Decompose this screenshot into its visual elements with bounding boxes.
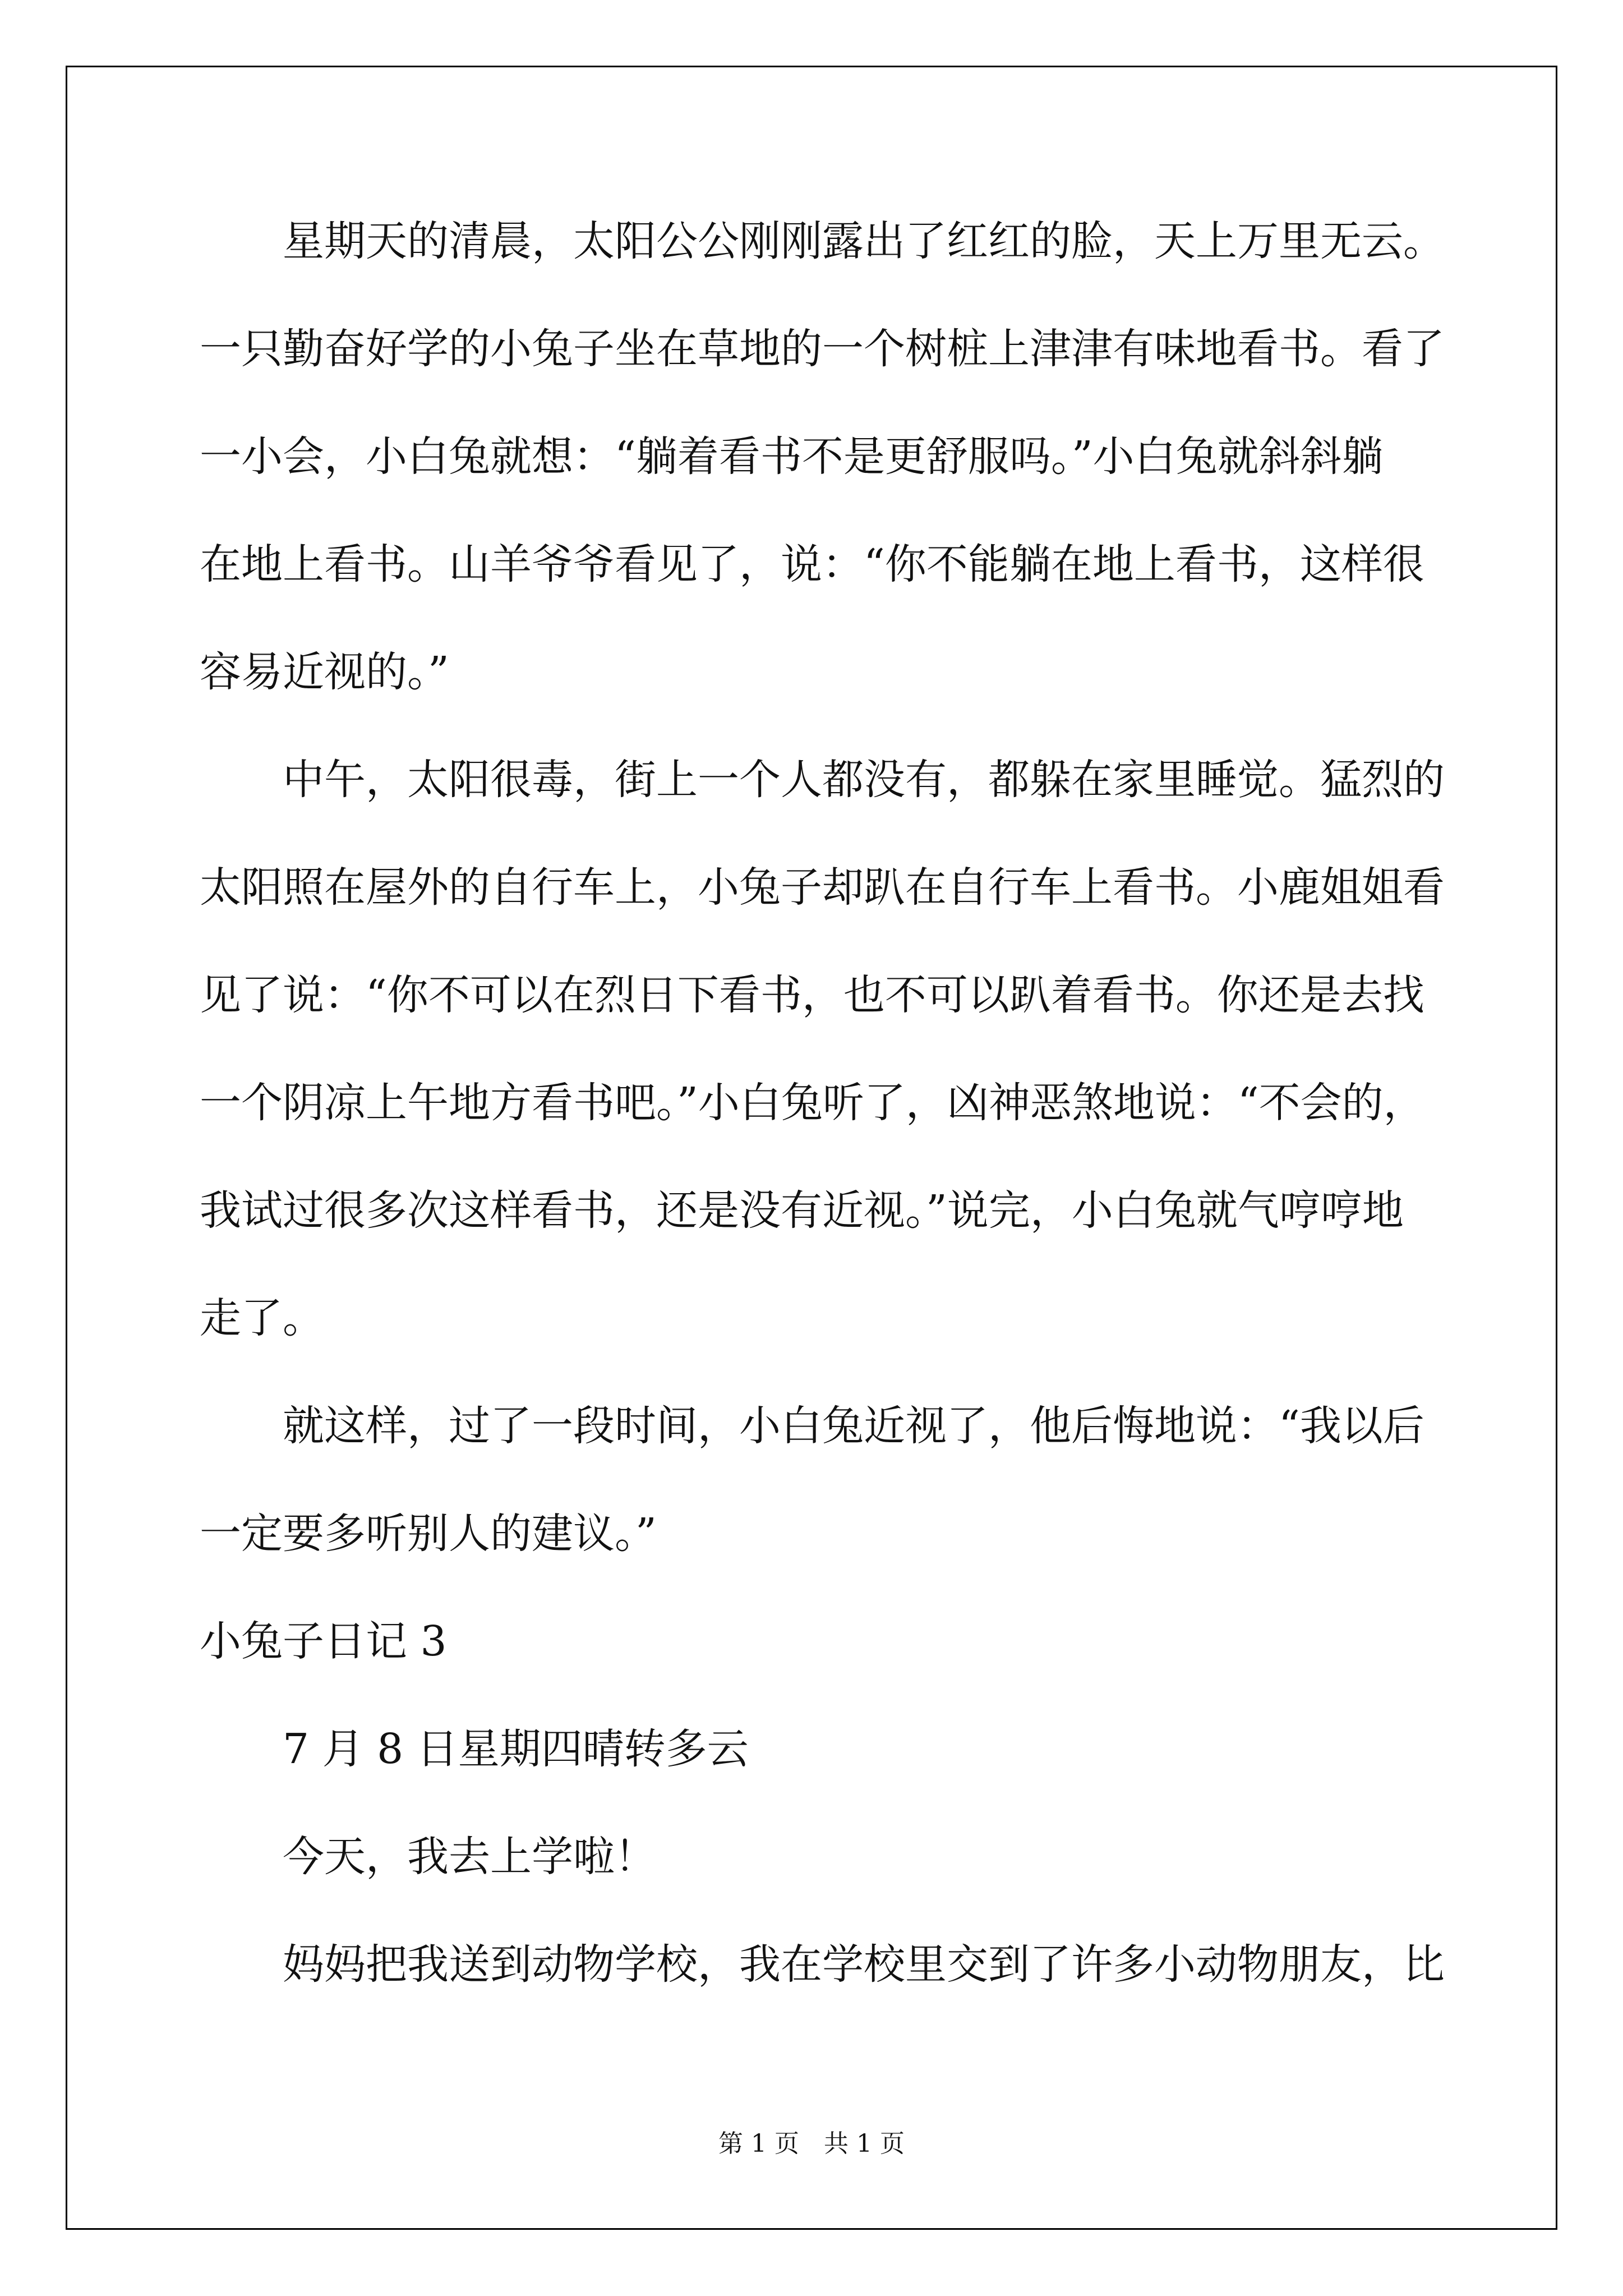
paragraph-line: 今天，我去上学啦！ [283,1833,656,1881]
section-heading: 小兔子日记 3 [200,1617,447,1665]
paragraph-line: 一个阴凉上午地方看书吧。”小白兔听了，凶神恶煞地说：“不会的， [200,1079,1425,1127]
paragraph-line: 一只勤奋好学的小兔子坐在草地的一个树桩上津津有味地看书。看了 [200,325,1445,373]
paragraph-line: 就这样，过了一段时间，小白兔近视了，他后悔地说：“我以后 [283,1402,1424,1450]
page-number: 第 1 页 共 1 页 [718,2129,905,2158]
paragraph-line: 在地上看书。山羊爷爷看见了，说：“你不能躺在地上看书，这样很 [200,540,1424,588]
paragraph-line: 妈妈把我送到动物学校，我在学校里交到了许多小动物朋友，比 [283,1940,1445,1989]
paragraph-line: 我试过很多次这样看书，还是没有近视。”说完，小白兔就气哼哼地 [200,1186,1404,1235]
diary-date: 7 月 8 日星期四晴转多云 [283,1725,749,1773]
paragraph-line: 走了。 [200,1294,324,1342]
paragraph-line: 中午，太阳很毒，街上一个人都没有，都躲在家里睡觉。猛烈的 [283,756,1445,804]
page-frame [66,66,1557,2230]
paragraph-line: 见了说：“你不可以在烈日下看书，也不可以趴着看书。你还是去找 [200,971,1424,1019]
paragraph-line: 一定要多听别人的建议。” [200,1510,657,1558]
paragraph-line: 一小会，小白兔就想：“躺着看书不是更舒服吗。”小白兔就斜斜躺 [200,432,1384,481]
paragraph-line: 太阳照在屋外的自行车上，小兔子却趴在自行车上看书。小鹿姐姐看 [200,863,1445,912]
paragraph-line: 星期天的清晨，太阳公公刚刚露出了红红的脸，天上万里无云。 [283,217,1445,265]
paragraph-line: 容易近视的。” [200,648,449,696]
